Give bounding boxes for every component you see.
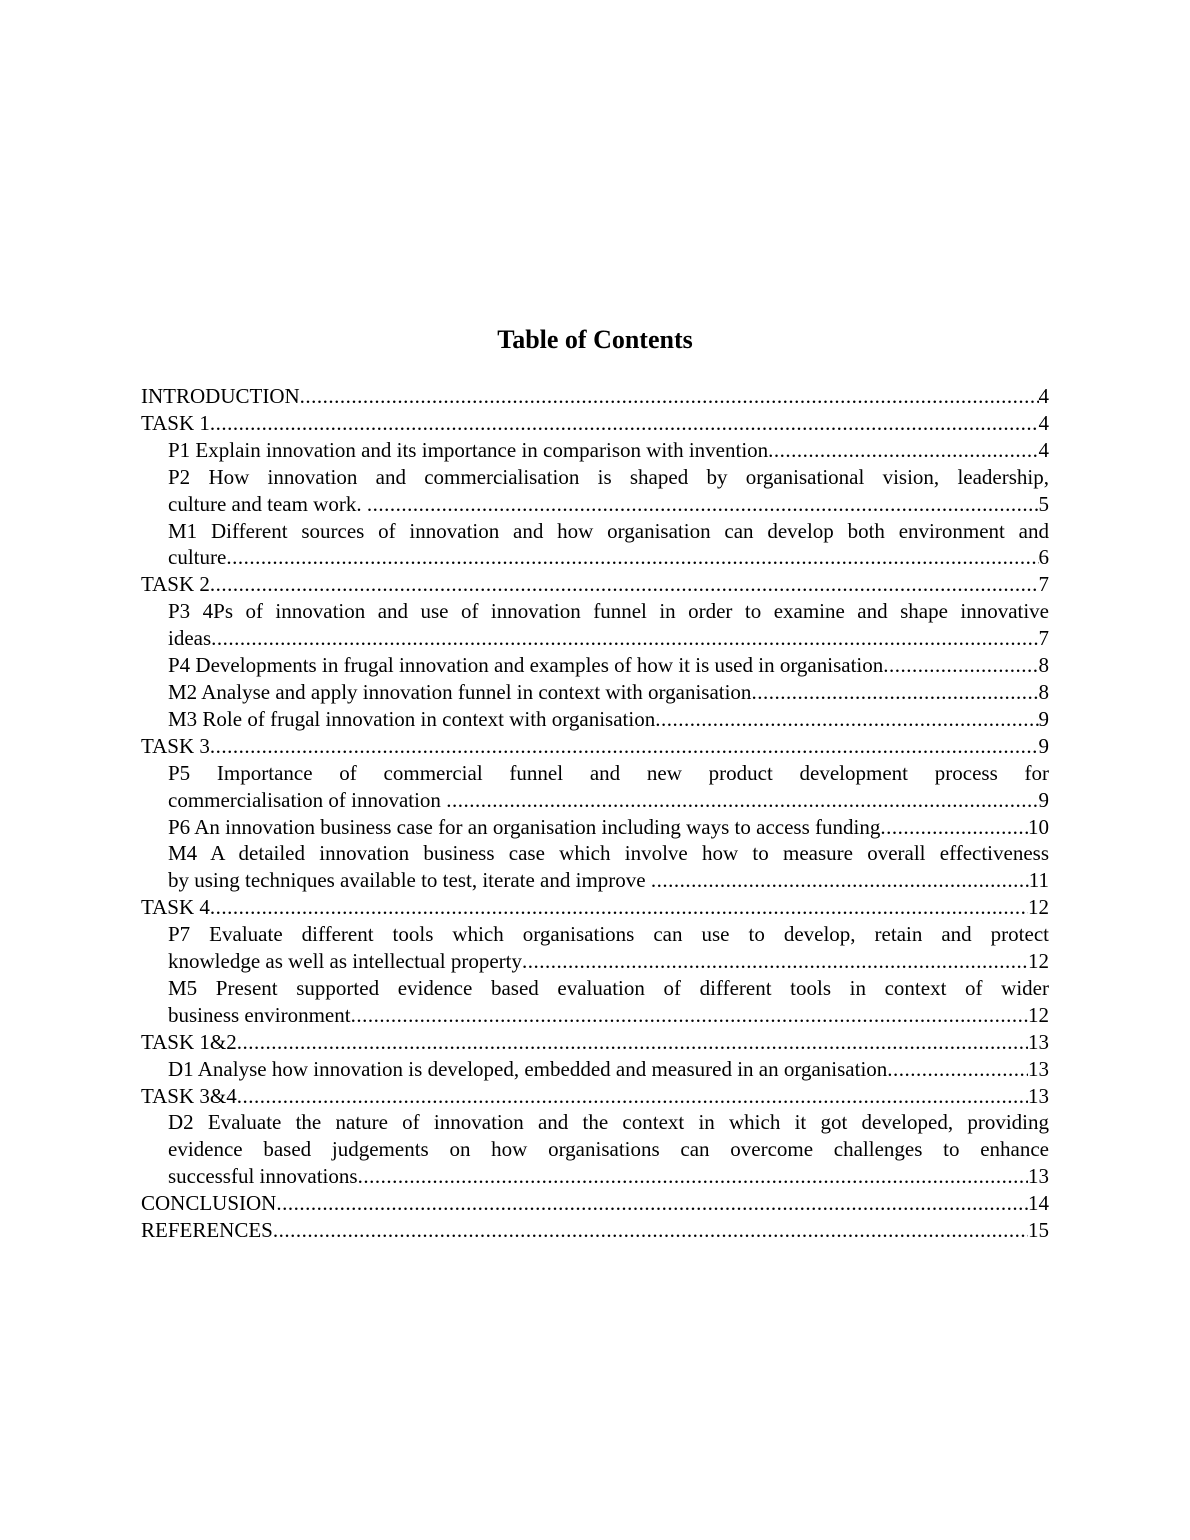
toc-entry-label: culture xyxy=(168,545,227,570)
toc-entry-text-line: M1 Different sources of innovation and how organisation can develop both environment and xyxy=(168,518,1049,543)
toc-entry-label: REFERENCES xyxy=(141,1218,273,1243)
toc-entry-last-line xyxy=(168,867,1049,894)
toc-leader-dots xyxy=(211,625,1038,652)
toc-entry[interactable] xyxy=(141,410,1049,437)
toc-entry-last-line xyxy=(141,571,1049,598)
toc-leader-dots xyxy=(522,948,1028,975)
toc-entry-last-line xyxy=(168,437,1049,464)
toc-entry-last-line xyxy=(168,814,1049,841)
toc-entry[interactable] xyxy=(141,598,1049,652)
toc-leader-dots xyxy=(751,679,1038,706)
toc-entry-label: TASK 3&4 xyxy=(141,1083,237,1108)
toc-entry-last-line xyxy=(141,894,1049,921)
toc-entry-label: M3 Role of frugal innovation in context with organisation xyxy=(168,706,656,731)
toc-page-number: 11 xyxy=(1028,868,1049,893)
toc-entry[interactable] xyxy=(141,518,1049,572)
toc-page-number: 13 xyxy=(1028,1083,1049,1108)
toc-entry-last-line xyxy=(141,1029,1049,1056)
toc-page-number: 5 xyxy=(1038,491,1049,516)
toc-page-number: 6 xyxy=(1038,545,1049,570)
toc-entry-label: business environment xyxy=(168,1002,351,1027)
toc-page-number: 8 xyxy=(1038,653,1049,678)
toc-page-number: 7 xyxy=(1038,572,1049,597)
toc-leader-dots xyxy=(883,652,1038,679)
toc-entry-text-line: D2 Evaluate the nature of innovation and the context in which it got developed, providing xyxy=(168,1110,1049,1135)
toc-page-number: 12 xyxy=(1028,895,1049,920)
toc-entry-last-line xyxy=(168,1056,1049,1083)
toc-leader-dots xyxy=(446,787,1038,814)
toc-entry-text-line: P5 Importance of commercial funnel and new product development process for xyxy=(168,760,1049,785)
toc-leader-dots xyxy=(655,706,1038,733)
toc-leader-dots xyxy=(210,733,1039,760)
toc-entry-label: successful innovations xyxy=(168,1164,358,1189)
toc-entry-label: knowledge as well as intellectual property xyxy=(168,949,522,974)
toc-entry-text-line: M4 A detailed innovation business case which involve how to measure overall effectiveness xyxy=(168,841,1049,866)
toc-entry-label: P4 Developments in frugal innovation and examples of how it is used in organisation xyxy=(168,653,884,678)
toc-leader-dots xyxy=(358,1163,1028,1190)
toc-entry[interactable] xyxy=(141,1109,1049,1190)
toc-entry-text-line: evidence based judgements on how organisations can overcome challenges to enhance xyxy=(168,1137,1049,1162)
toc-entry[interactable] xyxy=(141,1190,1049,1217)
toc-entry-label: by using techniques available to test, iterate and improve xyxy=(168,868,651,893)
toc-leader-dots xyxy=(210,410,1039,437)
toc-page-number: 8 xyxy=(1038,679,1049,704)
toc-entry-label: TASK 2 xyxy=(141,572,210,597)
toc-leader-dots xyxy=(237,1083,1028,1110)
toc-page-number: 12 xyxy=(1028,1002,1049,1027)
toc-leader-dots xyxy=(210,571,1039,598)
toc-page-number: 13 xyxy=(1028,1056,1049,1081)
toc-entry[interactable] xyxy=(141,1029,1049,1056)
toc-leader-dots xyxy=(300,383,1039,410)
toc-leader-dots xyxy=(351,1002,1028,1029)
toc-entry[interactable] xyxy=(141,760,1049,814)
toc-leader-dots xyxy=(651,867,1029,894)
toc-entry[interactable] xyxy=(141,679,1049,706)
toc-page-number: 12 xyxy=(1028,949,1049,974)
toc-entry[interactable] xyxy=(141,814,1049,841)
toc-entry-last-line xyxy=(168,679,1049,706)
toc-entry[interactable] xyxy=(141,1056,1049,1083)
toc-entry-text-line: P2 How innovation and commercialisation is shaped by organisational vision, leadership, xyxy=(168,464,1049,489)
toc-title: Table of Contents xyxy=(497,325,693,354)
toc-leader-dots xyxy=(237,1029,1028,1056)
toc-entry-last-line xyxy=(141,733,1049,760)
toc-entry[interactable] xyxy=(141,975,1049,1029)
toc-page-number: 14 xyxy=(1028,1191,1049,1216)
toc-leader-dots xyxy=(276,1190,1028,1217)
table-of-contents xyxy=(141,383,1049,1244)
toc-page-number: 4 xyxy=(1038,437,1049,462)
toc-page-number: 15 xyxy=(1028,1218,1049,1243)
toc-entry-last-line xyxy=(141,383,1049,410)
toc-entry-last-line xyxy=(168,652,1049,679)
toc-entry-last-line xyxy=(168,948,1049,975)
toc-page-number: 9 xyxy=(1038,733,1049,758)
toc-leader-dots xyxy=(880,814,1028,841)
toc-page-number: 4 xyxy=(1038,410,1049,435)
toc-entry-last-line xyxy=(168,491,1049,518)
toc-entry-last-line xyxy=(168,625,1049,652)
toc-entry-label: INTRODUCTION xyxy=(141,384,300,408)
toc-page-number: 7 xyxy=(1038,626,1049,651)
toc-entry[interactable] xyxy=(141,464,1049,518)
toc-entry[interactable] xyxy=(141,383,1049,410)
toc-entry-label: P1 Explain innovation and its importance in comparison with invention xyxy=(168,437,769,462)
toc-entry-label: ideas xyxy=(168,626,212,651)
toc-entry-label: culture and team work. xyxy=(168,491,367,516)
toc-entry[interactable] xyxy=(141,921,1049,975)
toc-entry[interactable] xyxy=(141,706,1049,733)
toc-page-number: 10 xyxy=(1028,814,1049,839)
toc-entry-last-line xyxy=(141,1083,1049,1110)
toc-entry[interactable] xyxy=(141,733,1049,760)
toc-entry-last-line xyxy=(141,410,1049,437)
toc-entry-label: commercialisation of innovation xyxy=(168,787,447,812)
toc-entry-label: P6 An innovation business case for an organisation including ways to access funding xyxy=(168,814,881,839)
toc-page-number: 13 xyxy=(1028,1029,1049,1054)
toc-entry-label: D1 Analyse how innovation is developed, embedded and measured in an organisation xyxy=(168,1056,888,1081)
toc-leader-dots xyxy=(210,894,1028,921)
toc-leader-dots xyxy=(768,437,1038,464)
toc-entry[interactable] xyxy=(141,1083,1049,1110)
toc-leader-dots xyxy=(887,1056,1028,1083)
toc-page-number: 9 xyxy=(1038,706,1049,731)
toc-entry-last-line xyxy=(168,787,1049,814)
toc-entry-label: TASK 1&2 xyxy=(141,1029,237,1054)
toc-leader-dots xyxy=(226,544,1038,571)
toc-page-number: 4 xyxy=(1038,384,1049,408)
toc-entry[interactable] xyxy=(141,652,1049,679)
toc-entry-last-line xyxy=(168,706,1049,733)
toc-entry-last-line xyxy=(168,544,1049,571)
toc-leader-dots xyxy=(273,1217,1028,1244)
toc-entry-text-line: P7 Evaluate different tools which organisations can use to develop, retain and protect xyxy=(168,922,1049,947)
toc-entry[interactable] xyxy=(141,894,1049,921)
toc-entry-label: TASK 4 xyxy=(141,895,210,920)
toc-entry-text-line: M5 Present supported evidence based evaluation of different tools in context of wider xyxy=(168,975,1049,1000)
toc-entry-label: CONCLUSION xyxy=(141,1191,277,1216)
toc-entry-label: M2 Analyse and apply innovation funnel in context with organisation xyxy=(168,679,752,704)
toc-entry[interactable] xyxy=(141,437,1049,464)
toc-entry[interactable] xyxy=(141,571,1049,598)
toc-entry-label: TASK 3 xyxy=(141,733,210,758)
toc-entry-last-line xyxy=(141,1190,1049,1217)
toc-entry[interactable] xyxy=(141,1217,1049,1244)
toc-entry-last-line xyxy=(168,1002,1049,1029)
toc-page-number: 13 xyxy=(1028,1164,1049,1189)
toc-page-number: 9 xyxy=(1038,787,1049,812)
toc-entry-last-line xyxy=(141,1217,1049,1244)
toc-entry-last-line xyxy=(168,1163,1049,1190)
toc-entry-text-line: P3 4Ps of innovation and use of innovation funnel in order to examine and shape innovative xyxy=(168,599,1049,624)
toc-leader-dots xyxy=(367,491,1039,518)
toc-entry[interactable] xyxy=(141,840,1049,894)
toc-entry-label: TASK 1 xyxy=(141,410,210,435)
